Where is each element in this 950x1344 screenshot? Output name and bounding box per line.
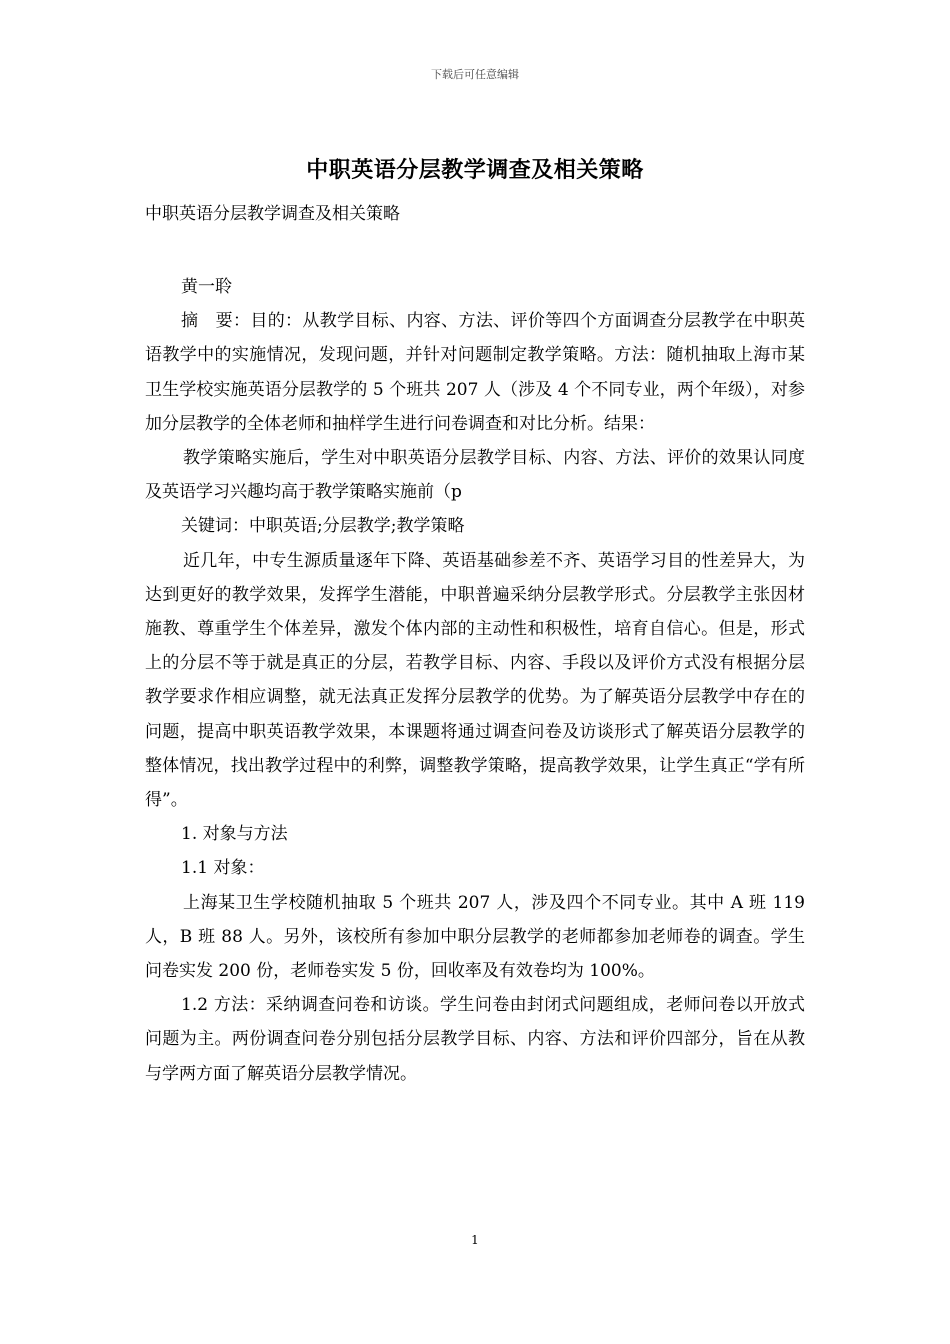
- methods-paragraph: 1.2 方法：采纳调查问卷和访谈。学生问卷由封闭式问题组成，老师问卷以开放式问题为主。两份调查问卷分别包括分层教学目标、内容、方法和评价四部分，旨在从教与学两方面了解英语分层教学情况。: [145, 995, 805, 1084]
- author: 黄一聆: [181, 277, 232, 297]
- document-subtitle: 中职英语分层教学调查及相关策略: [145, 204, 400, 224]
- keywords-paragraph: 关键词：中职英语;分层教学;教学策略: [181, 516, 465, 537]
- subsection-heading: 1.1 对象：: [181, 858, 265, 879]
- document-body: [145, 270, 805, 1091]
- intro-paragraph: 近几年，中专生源质量逐年下降、英语基础参差不齐、英语学习目的性差异大，为达到更好的教学效果，发挥学生潜能，中职普遍采纳分层教学形式。分层教学主张因材施教、尊重学生个体差异，激发个体内部的主动性和积极性，培育自信心。但是，形式上的分层不等于就是真正的分层，若教学目标、内容、手段以及评价方式没有根据分层教学要求作相应调整，就无法真正发挥分层教学的优势。为了解英语分层教学中存在的问题，提高中职英语教学效果，本课题将通过调查问卷及访谈形式了解英语分层教学的整体情况，找出教学过程中的利弊，调整教学策略，提高教学效果，让学生真正“学有所得”。: [145, 550, 805, 811]
- objects-paragraph: 上海某卫生学校随机抽取 5 个班共 207 人，涉及四个不同专业。其中 A 班 119 人，B 班 88 人。另外，该校所有参加中职分层教学的老师都参加老师卷的调查。学生问卷实发 200 份，老师卷实发 5 份，回收率及有效卷均为 100%。: [145, 892, 805, 982]
- result-paragraph: 教学策略实施后，学生对中职英语分层教学目标、内容、方法、评价的效果认同度及英语学习兴趣均高于教学策略实施前（p: [145, 448, 805, 503]
- document-title: 中职英语分层教学调查及相关策略: [306, 158, 644, 183]
- abstract-paragraph: 摘 要：目的：从教学目标、内容、方法、评价等四个方面调查分层教学在中职英语教学中的实施情况，发现问题，并针对问题制定教学策略。方法：随机抽取上海市某卫生学校实施英语分层教学的 5 个班共 207 人（涉及 4 个不同专业，两个年级），对参加分层教学的全体老师和抽样学生进行问卷调查和对比分析。结果：: [145, 311, 805, 434]
- section-heading: 1. 对象与方法: [181, 824, 288, 845]
- header-note: 下载后可任意编辑: [431, 68, 519, 81]
- page-number: 1: [471, 1233, 479, 1247]
